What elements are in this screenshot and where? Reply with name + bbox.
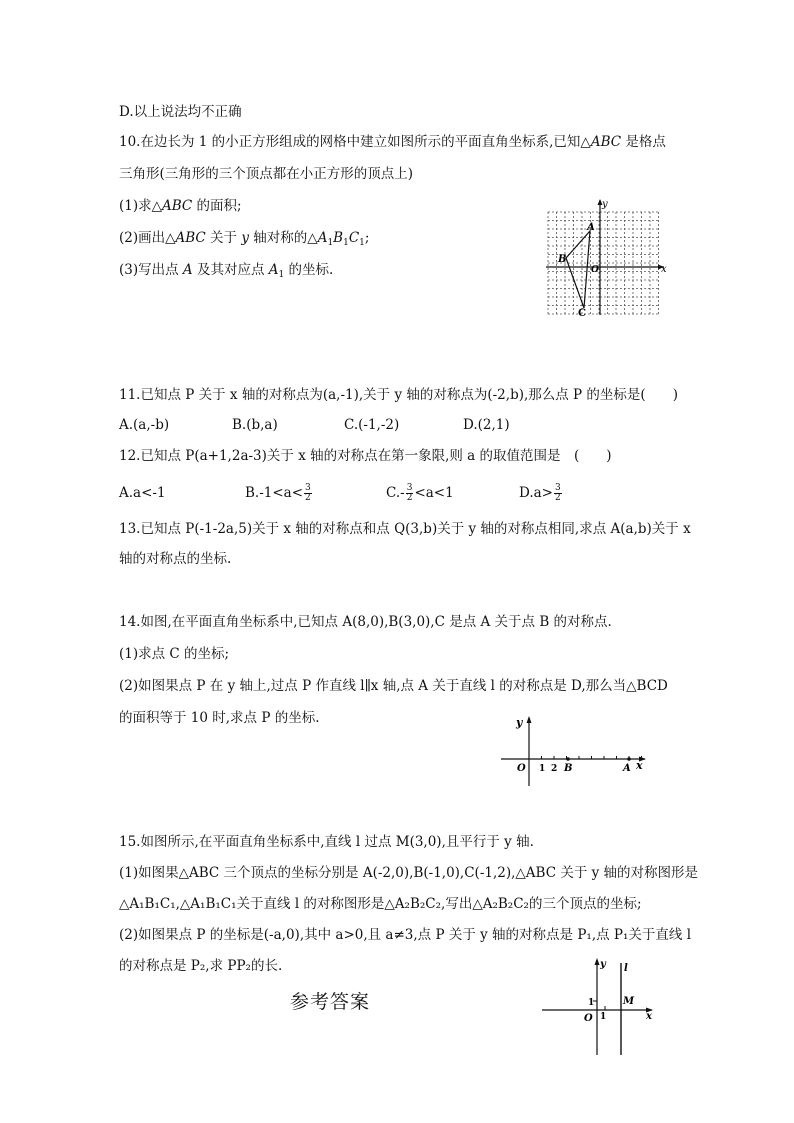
q10-p2-c: 关于: [205, 230, 242, 246]
q10-label-b: B: [558, 254, 567, 265]
q15-part1-line2: △A₁B₁C₁,△A₁B₁C₁关于直线 l 的对称图形是△A₂B₂C₂,写出△A₂B₂C₂的三个顶点的坐标;: [119, 896, 642, 912]
q10-part2: [119, 229, 369, 252]
q10-stem-line1: [119, 133, 666, 151]
q14-label-x: x: [636, 759, 643, 772]
q12-c-fraction: [406, 484, 414, 503]
q10-p2-j: C: [348, 230, 360, 246]
q10-label-a: A: [587, 222, 595, 233]
q10-stem1-tail: 是格点: [621, 134, 666, 150]
q10-p3-f: 的坐标.: [284, 262, 334, 278]
q12-d-num: 3: [555, 483, 561, 493]
q12-c-den: 2: [406, 493, 413, 503]
q10-part3: [119, 261, 333, 284]
q12-c-num: 3: [406, 483, 413, 493]
q10-p2-d: y: [241, 230, 249, 246]
q13-line1: 13.已知点 P(-1-2a,5)关于 x 轴的对称点和点 Q(3,b)关于 y 轴的对称点相同,求点 A(a,b)关于 x: [119, 521, 691, 537]
q12-c-post: <a<1: [414, 485, 454, 501]
q15-figure: [538, 955, 663, 1057]
q11-option-c: C.(-1,-2): [344, 417, 400, 433]
q10-p1-a: (1)求△: [119, 198, 163, 214]
q13-line2: 轴的对称点的坐标.: [119, 551, 232, 567]
q10-p2-i: 1: [343, 238, 349, 248]
q14-part1: (1)求点 C 的坐标;: [119, 646, 230, 662]
q12-b-den: 2: [305, 493, 311, 503]
q15-label-o: O: [584, 1013, 593, 1024]
q10-p2-e: 轴对称的△: [249, 230, 318, 246]
q10-part1: [119, 197, 242, 215]
q14-label-b: B: [564, 763, 573, 774]
q15-y-arrow: [595, 958, 600, 965]
q14-part2-line2: 的面积等于 10 时,求点 P 的坐标.: [119, 710, 320, 726]
q10-p3-e: 1: [278, 270, 285, 280]
q11-option-b: B.(b,a): [232, 417, 278, 433]
q10-stem1: 10.在边长为 1 的小正方形组成的网格中建立如图所示的平面直角坐标系,已知△: [119, 134, 591, 150]
q12-option-d: [519, 484, 563, 503]
q14-label-a: A: [623, 763, 631, 774]
q15-label-x: x: [646, 1011, 652, 1022]
q14-stem: 14.如图,在平面直角坐标系中,已知点 A(8,0),B(3,0),C 是点 A 关于点 B 的对称点.: [119, 614, 612, 630]
q14-label-o: O: [517, 763, 526, 774]
q10-abc: ABC: [590, 134, 622, 150]
q15-label-m: M: [623, 996, 635, 1007]
q10-p3-b: A: [182, 262, 193, 278]
q11-option-d: D.(2,1): [463, 417, 510, 433]
q15-part2-line1: (2)如图果点 P 的坐标是(-a,0),其中 a>0,且 a≠3,点 P 关于 y 轴的对称点是 P₁,点 P₁关于直线 l: [119, 927, 692, 943]
q10-p2-l: ;: [364, 230, 370, 246]
q10-p2-k: 1: [359, 238, 365, 248]
q10-p2-b: ABC: [175, 230, 206, 246]
q10-p2-a: (2)画出△: [119, 230, 176, 246]
q12-stem: 12.已知点 P(a+1,2a-3)关于 x 轴的对称点在第一象限,则 a 的取值范围是 ( ): [119, 448, 612, 464]
q10-p3-c: 及其对应点: [192, 262, 269, 278]
q12-option-b: [245, 484, 313, 503]
q14-label-y: y: [516, 716, 523, 729]
q14-y-arrow: [527, 716, 532, 723]
q15-stem: 15.如图所示,在平面直角坐标系中,直线 l 过点 M(3,0),且平行于 y 轴.: [119, 834, 534, 850]
q10-p1-b: ABC: [162, 198, 193, 214]
q10-triangle-abc: [566, 231, 590, 308]
q10-stem-line2: 三角形(三角形的三个顶点都在小正方形的顶点上): [119, 166, 414, 182]
q15-part2-line2: 的对称点是 P₂,求 PP₂的长.: [119, 958, 283, 974]
q12-d-pre: D.a>: [519, 485, 553, 501]
q10-p2-g: 1: [327, 238, 334, 248]
q15-label-1y: 1: [588, 998, 595, 1008]
q14-figure: [495, 712, 655, 790]
q12-option-c: [386, 484, 454, 503]
q12-d-fraction: [554, 484, 562, 503]
q10-p1-c: 的面积;: [192, 198, 242, 214]
q10-p3-a: (3)写出点: [119, 262, 183, 278]
q15-label-y: y: [600, 959, 606, 970]
q12-b-fraction: [304, 484, 312, 503]
q10-p2-h: B: [333, 230, 344, 246]
q11-option-a: A.(a,-b): [119, 417, 170, 433]
q14-point-b: [566, 757, 570, 761]
q9-option-d: D.以上说法均不正确: [119, 104, 242, 120]
q10-label-y: y: [602, 199, 608, 210]
q12-c-pre: C.-: [386, 485, 405, 501]
q15-label-1x: 1: [600, 1012, 607, 1022]
q12-b-num: 3: [305, 483, 311, 493]
q12-option-a: A.a<-1: [119, 485, 166, 501]
q10-grid-figure: [540, 195, 675, 320]
q10-p3-d: A: [268, 262, 279, 278]
q14-label-1: 1: [539, 764, 546, 774]
q10-label-o: O: [591, 265, 599, 275]
q10-label-x: x: [661, 264, 667, 275]
q15-part1-line1: (1)如图果△ABC 三个顶点的坐标分别是 A(-2,0),B(-1,0),C(-1,2),△ABC 关于 y 轴的对称图形是: [119, 865, 699, 881]
q10-p2-f: A: [317, 230, 328, 246]
q11-stem: 11.已知点 P 关于 x 轴的对称点为(a,-1),关于 y 轴的对称点为(-2,b),那么点 P 的坐标是( ): [119, 387, 678, 403]
q12-b-pre: B.-1<a<: [245, 485, 304, 501]
q15-label-l: l: [624, 963, 628, 974]
q14-part2-line1: (2)如图果点 P 在 y 轴上,过点 P 作直线 l∥x 轴,点 A 关于直线 l 的对称点是 D,那么当△BCD: [119, 678, 668, 694]
q14-label-2: 2: [551, 764, 558, 774]
q14-point-a: [627, 757, 631, 761]
q12-d-den: 2: [555, 493, 561, 503]
answers-title: 参考答案: [290, 991, 371, 1013]
q10-label-c: C: [578, 308, 586, 319]
